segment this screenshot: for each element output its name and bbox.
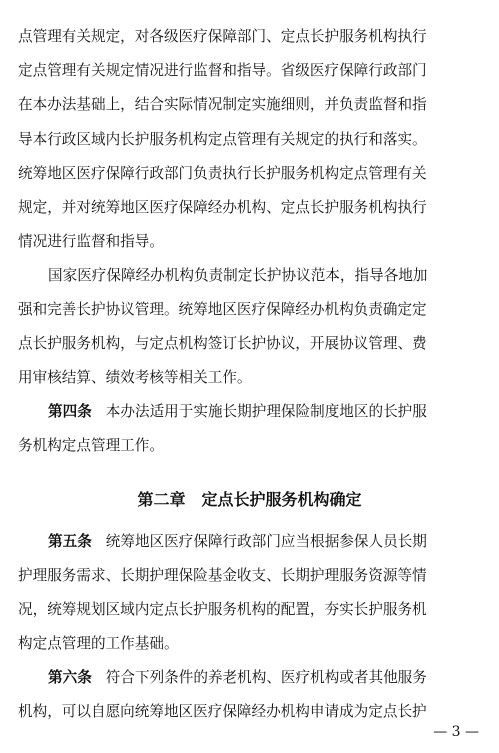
article-4-label: 第四条 [48,403,92,420]
article-6-text: 符合下列条件的养老机构、医疗机构或者其他服务 [105,669,427,686]
article-6-first-line [48,666,484,690]
paragraph-line: 点长护服务机构，与定点机构签订长护协议，开展协议管理、费 [18,335,427,352]
chapter-heading: 第二章 定点长护服务机构确定 [137,490,362,509]
page-number: — 3 — [433,724,479,740]
paragraph-line: 构定点管理的工作基础。 [18,635,179,652]
paragraph-line: 点管理有关规定，对各级医疗保障部门、定点长护服务机构执行 [18,28,427,45]
paragraph-line: 统筹地区医疗保障行政部门负责执行长护服务机构定点管理有关 [18,165,427,182]
article-5-text: 统筹地区医疗保障行政部门应当根据参保人员长期 [105,533,427,550]
article-4-first-line [48,400,484,424]
paragraph-line: 导本行政区域内长护服务机构定点管理有关规定的执行和落实。 [18,131,427,148]
paragraph-line: 在本办法基础上，结合实际情况制定实施细则，并负责监督和指 [18,96,427,113]
paragraph-line: 况，统筹规划区域内定点长护服务机构的配置，夯实长护服务机 [18,601,427,618]
paragraph-line: 国家医疗保障经办机构负责制定长护协议范本，指导各地加 [48,267,428,284]
paragraph-line: 情况进行监督和指导。 [18,233,164,250]
paragraph-line: 规定，并对统筹地区医疗保障经办机构、定点长护服务机构执行 [18,199,427,216]
article-5-first-line [48,530,484,554]
paragraph-line: 定点管理有关规定情况进行监督和指导。省级医疗保障行政部门 [18,62,427,79]
paragraph-line: 用审核结算、绩效考核等相关工作。 [18,369,252,386]
paragraph-line: 务机构定点管理工作。 [18,437,164,454]
article-4-text: 本办法适用于实施长期护理保险制度地区的长护服 [105,403,427,420]
paragraph-line: 护理服务需求、长期护理保险基金收支、长期护理服务资源等情 [18,567,427,584]
article-6-label: 第六条 [48,669,92,686]
paragraph-line: 强和完善长护协议管理。统筹地区医疗保障经办机构负责确定定 [18,301,427,318]
article-5-label: 第五条 [48,533,92,550]
paragraph-line: 机构，可以自愿向统筹地区医疗保障经办机构申请成为定点长护 [18,703,427,720]
